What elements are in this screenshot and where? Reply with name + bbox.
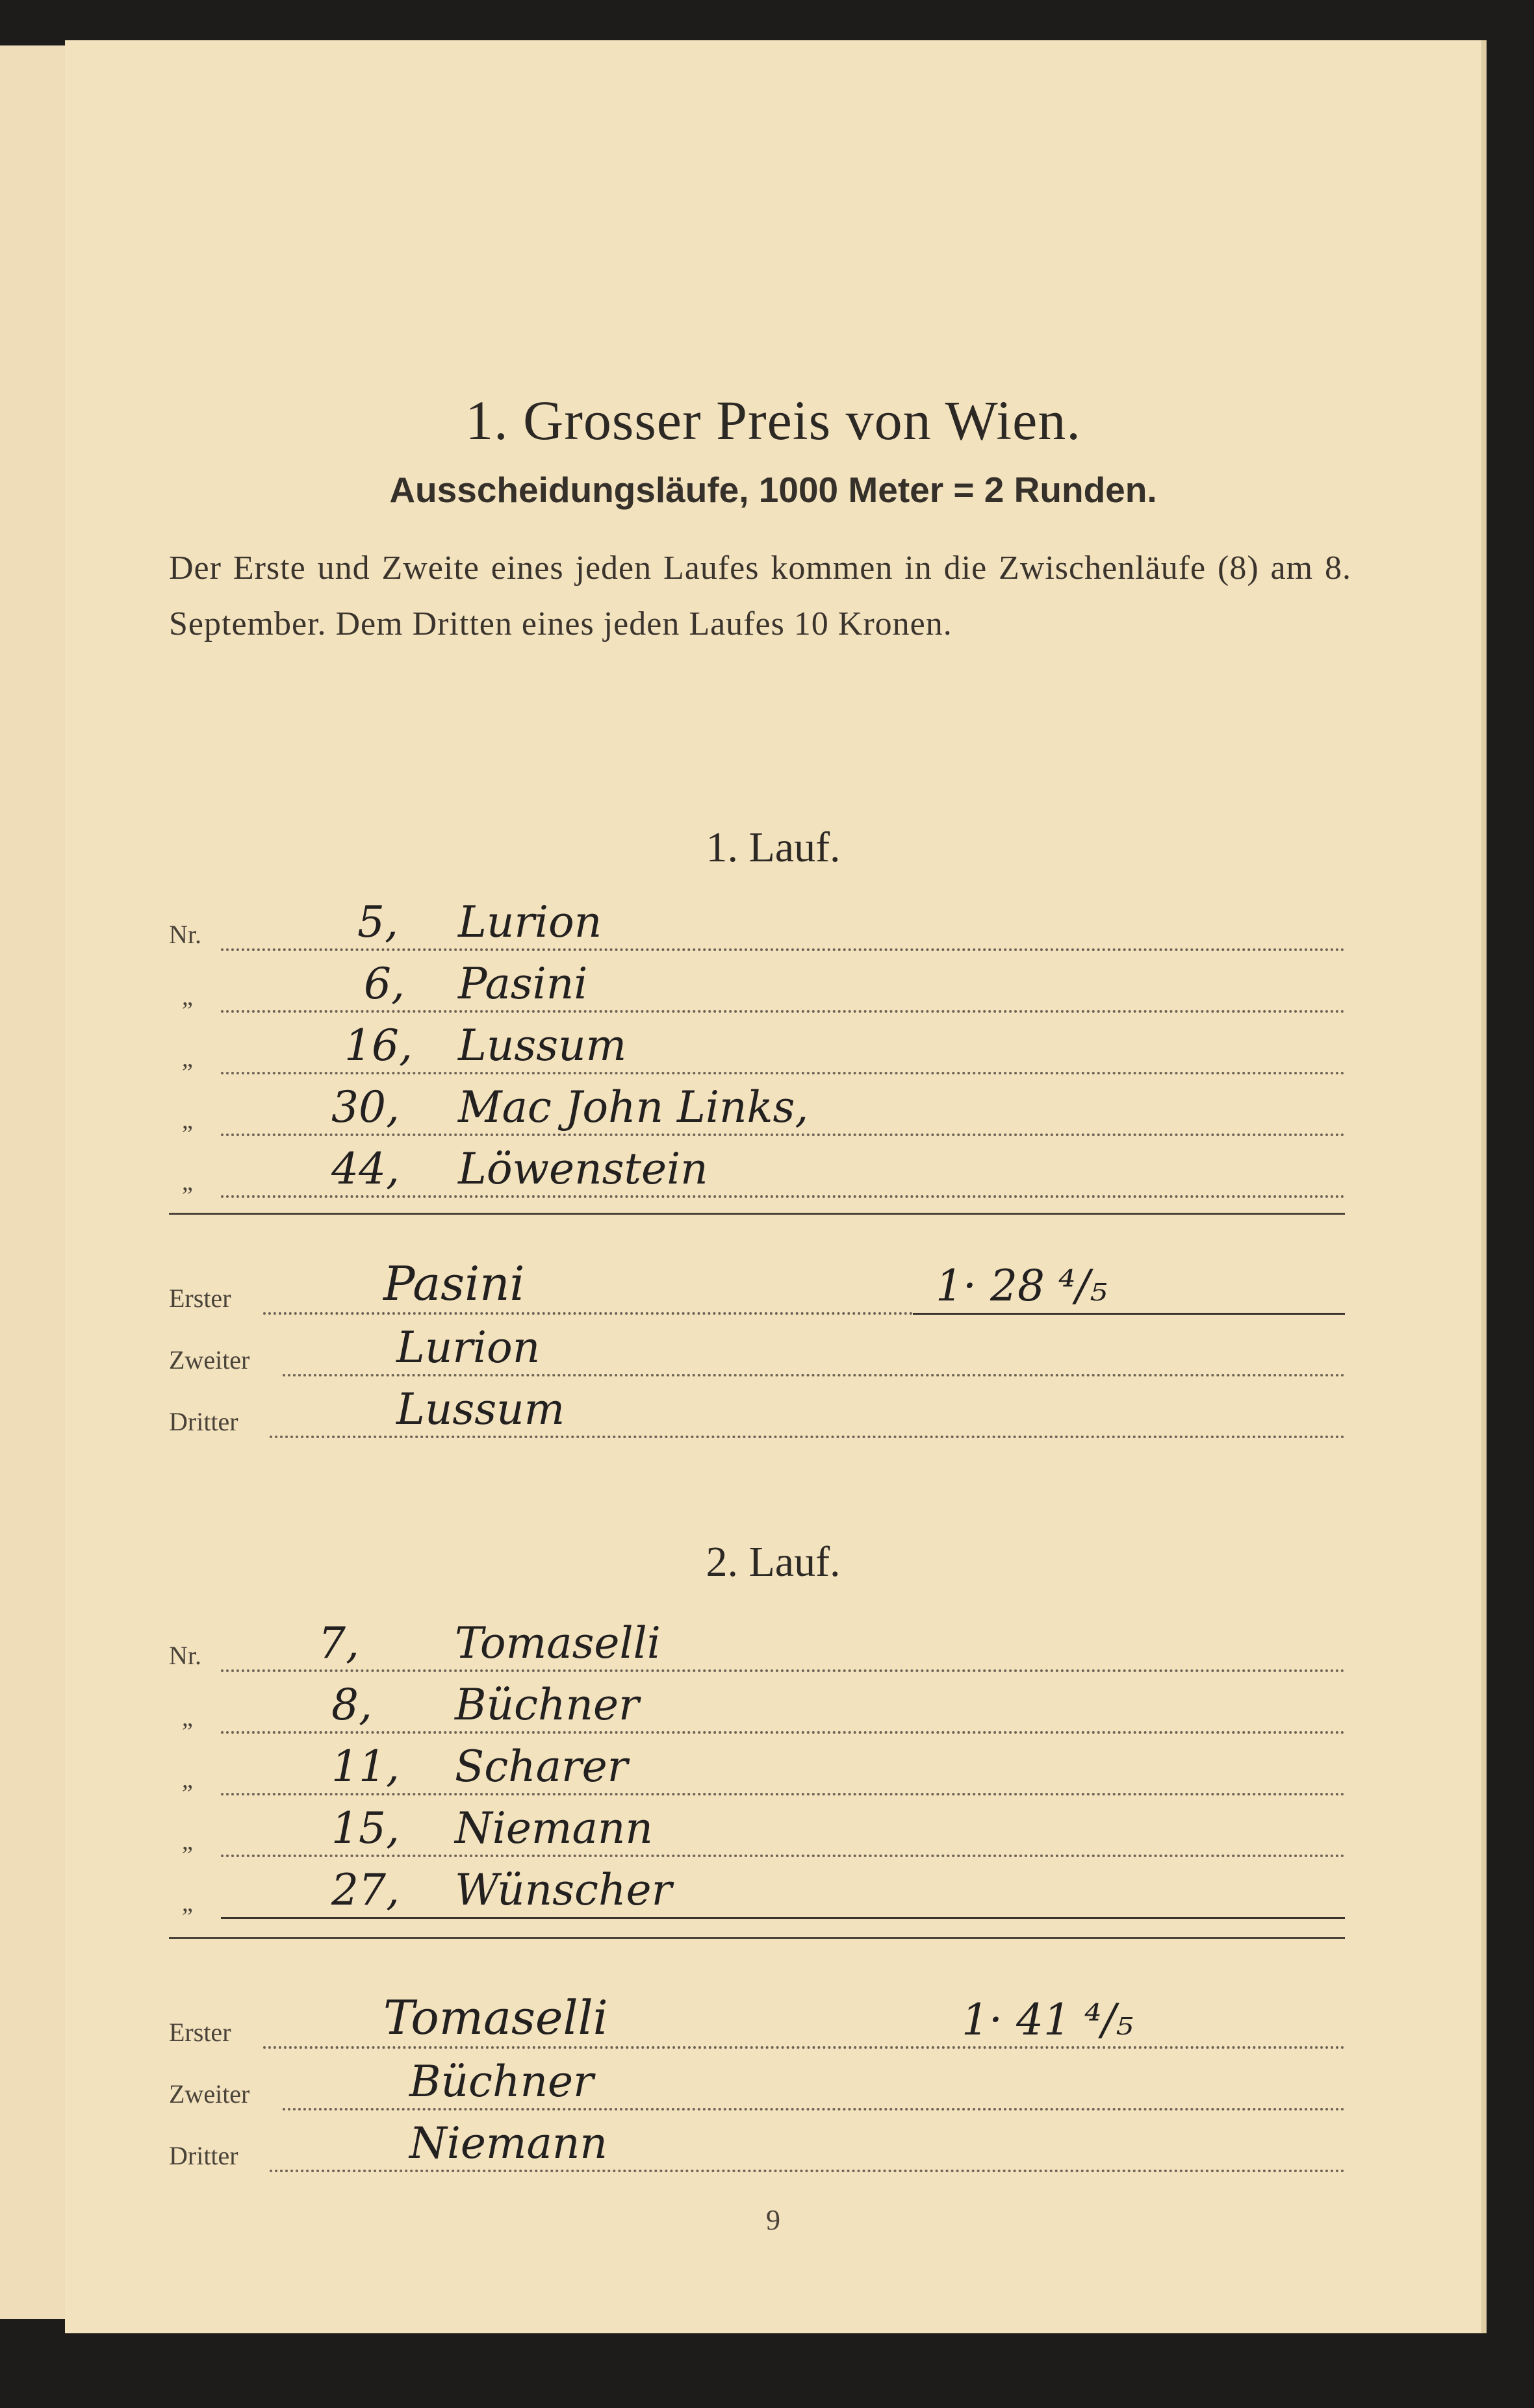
entry-name: Mac John Links, (458, 1082, 809, 1132)
result-label: Dritter (169, 2141, 238, 2170)
result-label: Zweiter (169, 2079, 250, 2109)
dotted-line (221, 948, 1345, 951)
dotted-line (221, 1855, 1345, 1857)
result-time: 1· 41 ⁴/₅ (962, 1995, 1134, 2045)
page-subtitle: Ausscheidungsläufe, 1000 Meter = 2 Runden. (389, 470, 1157, 510)
dotted-line (283, 1374, 1345, 1376)
dotted-line (221, 1010, 1345, 1013)
entry-number: 5, (357, 897, 398, 947)
entry-name: Scharer (455, 1742, 628, 1792)
heat-2-entry-4 (169, 1803, 1345, 1862)
result-label: Erster (169, 2018, 231, 2047)
entry-name: Wünscher (455, 1865, 672, 1915)
dotted-line (221, 1669, 1345, 1672)
dotted-line (221, 1793, 1345, 1795)
result-label: Dritter (169, 1407, 238, 1436)
heat-2-entry-1 (169, 1618, 1345, 1677)
entry-label: „ (182, 983, 193, 1011)
result-name: Lurion (396, 1323, 541, 1373)
entry-label: „ (182, 1107, 193, 1134)
result-label: Zweiter (169, 1345, 250, 1375)
heat-2-heading: 2. Lauf. (706, 1538, 841, 1586)
heat-1-entry-3 (169, 1020, 1345, 1080)
heat-1-result-1 (169, 1256, 1345, 1320)
entry-label: „ (182, 1169, 193, 1196)
entry-name: Lurion (458, 897, 602, 947)
heat-2-result-1 (169, 1990, 1345, 2054)
entry-name: Löwenstein (458, 1144, 708, 1194)
heat-1-entry-4 (169, 1082, 1345, 1141)
section-divider (169, 1937, 1345, 1939)
dotted-line (283, 2108, 1345, 2110)
time-line (913, 1313, 1345, 1315)
heat-2-entry-3 (169, 1742, 1345, 1801)
section-divider (169, 1213, 1345, 1215)
heat-1-heading: 1. Lauf. (706, 824, 841, 871)
intro-paragraph: Der Erste und Zweite eines jeden Laufes kommen in die Zwischenläufe (8) am 8. September. Dem Dritten eines jeden Laufes 10 Kronen. (169, 550, 1351, 642)
entry-label: „ (182, 1766, 193, 1793)
result-name: Büchner (409, 2057, 594, 2107)
entry-number: 44, (331, 1144, 400, 1194)
entry-number: 30, (331, 1082, 400, 1132)
entry-label: „ (182, 1828, 193, 1855)
entry-line (221, 1917, 1345, 1919)
entry-number: 7, (318, 1618, 359, 1668)
heat-1-result-3 (169, 1384, 1345, 1443)
heat-1-entry-2 (169, 959, 1345, 1018)
entry-name: Tomaselli (455, 1618, 661, 1668)
entry-number: 8, (331, 1680, 372, 1730)
entry-label: „ (182, 1045, 193, 1072)
dotted-line (263, 1312, 913, 1315)
page-title: 1. Grosser Preis von Wien. (465, 389, 1081, 451)
book-page (65, 40, 1487, 2333)
entry-name: Pasini (458, 959, 588, 1009)
result-name: Pasini (383, 1256, 525, 1311)
dotted-line (221, 1195, 1345, 1198)
result-name: Tomaselli (383, 1990, 608, 2045)
entry-name: Lussum (458, 1020, 627, 1071)
heat-2-entry-2 (169, 1680, 1345, 1739)
entry-label: „ (182, 1890, 193, 1917)
entry-label: „ (182, 1705, 193, 1732)
heat-1-entry-5 (169, 1144, 1345, 1203)
heat-2-result-3 (169, 2118, 1345, 2177)
dotted-line (221, 1134, 1345, 1136)
heat-1-entry-1 (169, 897, 1345, 956)
page-number: 9 (766, 2204, 780, 2236)
entry-number: 27, (331, 1865, 400, 1915)
entry-number: 15, (331, 1803, 400, 1853)
entry-number: 6, (364, 959, 405, 1009)
dotted-line (270, 1436, 1345, 1438)
entry-label: Nr. (169, 920, 201, 949)
entry-number: 11, (331, 1742, 400, 1792)
entry-name: Niemann (455, 1803, 653, 1853)
entry-name: Büchner (455, 1680, 639, 1730)
dotted-line (221, 1731, 1345, 1734)
heat-1-result-2 (169, 1323, 1345, 1382)
entry-number: 16, (344, 1020, 413, 1071)
dotted-line (263, 2046, 1345, 2049)
previous-page-edge (0, 45, 68, 2319)
dotted-line (270, 2170, 1345, 2172)
entry-label: Nr. (169, 1641, 201, 1670)
heat-2-result-2 (169, 2057, 1345, 2116)
dotted-line (221, 1072, 1345, 1074)
heat-2-entry-5 (169, 1865, 1345, 1924)
result-name: Lussum (396, 1384, 565, 1434)
result-time: 1· 28 ⁴/₅ (936, 1261, 1108, 1311)
result-label: Erster (169, 1284, 231, 1313)
result-name: Niemann (409, 2118, 607, 2168)
